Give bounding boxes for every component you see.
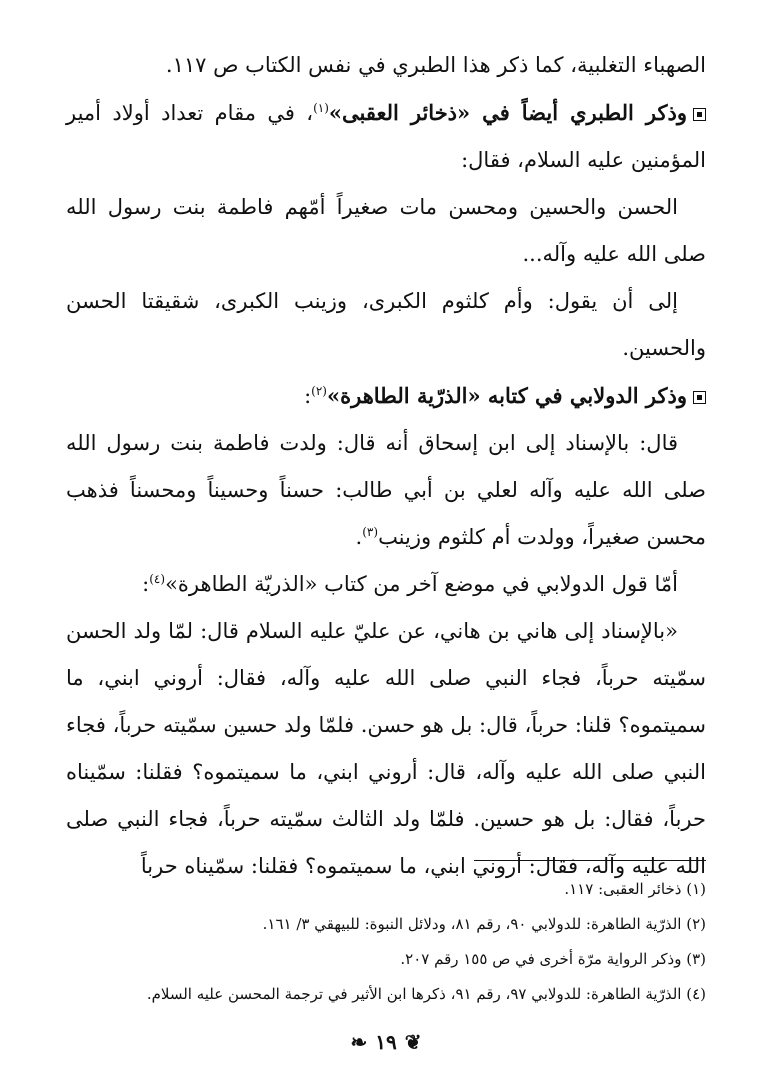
paragraph-dulabi xyxy=(66,372,706,420)
quote-dulabi xyxy=(66,420,706,561)
paragraph-tabari-rest: ، في مقام تعداد أولاد أمير المؤمنين عليه السلام، فقال: xyxy=(66,101,706,172)
footnote-1: (١) ذخائر العقبى: ١١٧. xyxy=(564,880,706,898)
ornament-left-icon: ❧ xyxy=(350,1030,368,1054)
paragraph-dulabi-other-text: أمّا قول الدولابي في موضع آخر من كتاب «الذريّة الطاهرة» xyxy=(165,572,678,596)
footnote-3: (٣) وذكر الرواية مرّة أخرى في ص ١٥٥ رقم ٢٠٧. xyxy=(400,950,706,968)
paragraph-dulabi-other xyxy=(66,561,706,608)
quote-tabari-continued: إلى أن يقول: وأم كلثوم الكبرى، وزينب الكبرى، شقيقتا الحسن والحسين. xyxy=(66,289,706,360)
quote-dulabi-text: قال: بالإسناد إلى ابن إسحاق أنه قال: ولدت فاطمة بنت رسول الله صلى الله عليه وآله لعلي بن أبي طالب: حسناً وحسيناً ومحسناً فذهب محسن صغيراً، وولدت أم كلثوم وزينب xyxy=(66,431,707,549)
section-marker-icon xyxy=(693,391,706,404)
page-number-value: ١٩ xyxy=(375,1030,397,1054)
quote-tabari: الحسن والحسين ومحسن مات صغيراً أمّهم فاطمة بنت رسول الله صلى الله عليه وآله... xyxy=(66,195,706,266)
quote-dulabi-end: . xyxy=(355,525,363,549)
footnote-ref-2[interactable]: (٢) xyxy=(311,384,327,398)
paragraph-tabari xyxy=(66,89,706,184)
footnote-4: (٤) الذرّية الطاهرة: للدولابي ٩٧، رقم ٩١، ذكرها ابن الأثير في ترجمة المحسن عليه السلام. xyxy=(146,985,706,1003)
heading-dulabi-colon: : xyxy=(304,384,312,408)
page-number xyxy=(0,1030,772,1054)
footnote-ref-4[interactable]: (٤) xyxy=(149,572,166,586)
footnote-2: (٢) الذرّية الطاهرة: للدولابي ٩٠، رقم ٨١، ودلائل النبوة: للبيهقي ٣/ ١٦١. xyxy=(262,915,706,933)
section-marker-icon xyxy=(693,108,706,121)
footnote-divider xyxy=(474,860,706,861)
footnote-ref-3[interactable]: (٣) xyxy=(362,525,379,539)
paragraph-dulabi-other-colon: : xyxy=(142,572,150,596)
ornament-right-icon: ❦ xyxy=(404,1030,422,1054)
footnote-ref-1[interactable]: (١) xyxy=(313,101,329,115)
heading-tabari: وذكر الطبري أيضاً في «ذخائر العقبى» xyxy=(328,100,687,125)
page-body xyxy=(66,42,706,890)
footnotes xyxy=(66,872,706,1012)
heading-dulabi: وذكر الدولابي في كتابه «الذرّية الطاهرة» xyxy=(326,383,687,408)
line-1: الصهباء التغلبية، كما ذكر هذا الطبري في نفس الكتاب ص ١١٧. xyxy=(165,53,706,77)
quote-hani: «بالإسناد إلى هاني بن هاني، عن عليّ عليه السلام قال: لمّا ولد الحسن سمّيته حرباً، فجاء النبي صلى الله عليه وآله، فقال: أروني ابني، ما سميتموه؟ قلنا: حرباً، قال: بل هو حسن. فلمّا ولد حسين سمّيته حرباً، فجاء النبي صلى الله عليه وآله، قال: أروني ابني، ما سميتموه؟ فقلنا: سمّيناه حرباً، فقال: بل هو حسين. فلمّا ولد الثالث سمّيته حرباً، فجاء النبي صلى الله عليه وآله، فقال: أروني ابني، ما سميتموه؟ فقلنا: سمّيناه حرباً xyxy=(66,619,706,878)
